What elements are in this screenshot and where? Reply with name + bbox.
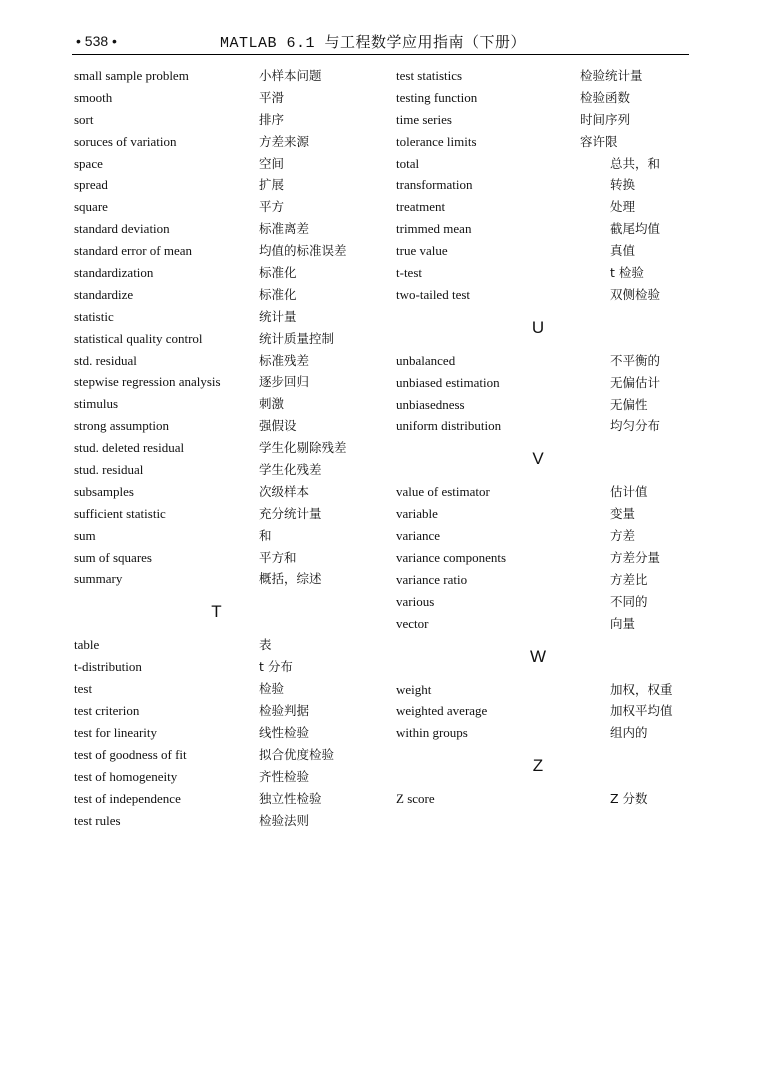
entry-chinese-term: 平滑	[259, 89, 285, 105]
entry-english-term: value of estimator	[396, 484, 490, 500]
glossary-entry	[74, 153, 374, 175]
entry-chinese-term: 齐性检验	[259, 768, 310, 784]
glossary-entry	[396, 65, 696, 87]
entry-chinese-term: 总共，和	[610, 155, 661, 171]
entry-english-term: std. residual	[74, 352, 137, 368]
glossary-entry	[74, 240, 374, 262]
glossary-entry	[396, 284, 696, 306]
entry-chinese-term: 加权平均值	[610, 703, 673, 719]
entry-english-term: transformation	[396, 177, 473, 193]
entry-english-term: sufficient statistic	[74, 505, 166, 521]
entry-english-term: standard error of mean	[74, 243, 193, 259]
entry-chinese-term: 扩展	[259, 177, 285, 193]
entry-english-term: various	[396, 593, 435, 609]
entry-chinese-term: Z 分数	[610, 791, 648, 807]
entry-english-term: total	[396, 155, 420, 171]
glossary-entry	[74, 328, 374, 350]
entry-chinese-term: 平方	[259, 199, 285, 215]
t-entry-list-continued-2	[396, 153, 696, 306]
u-entry-list	[396, 350, 696, 438]
glossary-entry	[74, 525, 374, 547]
entry-english-term: statistical quality control	[74, 330, 203, 346]
entry-chinese-term: 次级样本	[259, 483, 310, 499]
glossary-entry	[74, 678, 374, 700]
glossary-entry	[396, 240, 696, 262]
entry-chinese-term: 检验判据	[259, 703, 310, 719]
glossary-entry	[74, 700, 374, 722]
glossary-entry	[74, 547, 374, 569]
z-entry-list	[396, 788, 696, 810]
glossary-right-column	[396, 65, 696, 810]
entry-chinese-term: t 检验	[610, 265, 644, 281]
glossary-entry	[74, 174, 374, 196]
entry-english-term: vector	[396, 615, 429, 631]
entry-english-term: soruces of variation	[74, 133, 177, 149]
glossary-entry	[74, 262, 374, 284]
entry-english-term: testing function	[396, 89, 478, 105]
entry-chinese-term: 统计质量控制	[259, 330, 335, 346]
entry-chinese-term: 均值的标准误差	[259, 243, 347, 259]
entry-chinese-term: 方差比	[610, 571, 648, 587]
glossary-entry	[74, 284, 374, 306]
entry-english-term: statistic	[74, 308, 114, 324]
glossary-entry	[396, 613, 696, 635]
entry-english-term: stepwise regression analysis	[74, 374, 221, 390]
entry-english-term: test of homogeneity	[74, 768, 178, 784]
entry-english-term: t-test	[396, 265, 422, 281]
glossary-entry	[396, 503, 696, 525]
entry-chinese-term: 空间	[259, 155, 285, 171]
entry-chinese-term: 变量	[610, 506, 636, 522]
glossary-entry	[74, 810, 374, 832]
glossary-entry	[396, 350, 696, 372]
entry-english-term: sort	[74, 111, 94, 127]
entry-english-term: treatment	[396, 199, 446, 215]
entry-english-term: variance	[396, 528, 441, 544]
t-entry-list	[74, 634, 374, 831]
glossary-entry	[74, 131, 374, 153]
entry-chinese-term: 标准离差	[259, 221, 310, 237]
entry-english-term: true value	[396, 243, 448, 259]
entry-english-term: square	[74, 199, 108, 215]
entry-english-term: smooth	[74, 89, 113, 105]
entry-chinese-term: 方差分量	[610, 550, 661, 566]
glossary-entry	[396, 87, 696, 109]
entry-chinese-term: 表	[259, 637, 272, 653]
glossary-entry	[74, 459, 374, 481]
entry-chinese-term: 排序	[259, 111, 285, 127]
glossary-entry	[396, 174, 696, 196]
entry-chinese-term: 统计量	[259, 308, 297, 324]
entry-chinese-term: 和	[259, 527, 272, 543]
section-heading-u: U	[531, 317, 545, 337]
entry-english-term: stud. deleted residual	[74, 440, 185, 456]
entry-english-term: unbalanced	[396, 352, 456, 368]
entry-chinese-term: 检验	[259, 681, 285, 697]
entry-chinese-term: 刺激	[259, 396, 285, 412]
entry-english-term: weighted average	[396, 703, 488, 719]
glossary-entry	[396, 372, 696, 394]
entry-chinese-term: 方差来源	[259, 133, 310, 149]
s-entry-list	[74, 65, 374, 590]
entry-chinese-term: 容许限	[580, 133, 618, 149]
entry-english-term: standard deviation	[74, 221, 170, 237]
section-heading-z: Z	[532, 756, 544, 776]
glossary-entry	[396, 525, 696, 547]
glossary-entry	[396, 722, 696, 744]
entry-english-term: test rules	[74, 812, 121, 828]
entry-english-term: unbiased estimation	[396, 374, 500, 390]
entry-english-term: stimulus	[74, 396, 119, 412]
glossary-left-column	[74, 65, 374, 831]
entry-english-term: test of goodness of fit	[74, 746, 187, 762]
entry-english-term: t-distribution	[74, 659, 142, 675]
w-entry-list	[396, 679, 696, 745]
entry-chinese-term: 加权，权重	[610, 681, 673, 697]
entry-chinese-term: 无偏估计	[610, 374, 661, 390]
page-header	[76, 30, 689, 54]
entry-chinese-term: 检验统计量	[580, 68, 643, 83]
entry-chinese-term: 标准残差	[259, 352, 310, 368]
entry-english-term: uniform distribution	[396, 418, 502, 434]
glossary-entry	[74, 371, 374, 393]
section-heading-w: W	[529, 646, 547, 666]
glossary-entry	[74, 415, 374, 437]
entry-chinese-term: 检验函数	[580, 89, 631, 105]
entry-english-term: variable	[396, 506, 438, 522]
entry-chinese-term: 不同的	[610, 593, 648, 609]
entry-english-term: unbiasedness	[396, 396, 465, 412]
entry-english-term: test for linearity	[74, 724, 158, 740]
glossary-entry	[396, 109, 696, 131]
entry-chinese-term: 标准化	[259, 286, 297, 302]
entry-chinese-term: 无偏性	[610, 396, 648, 412]
entry-english-term: stud. residual	[74, 462, 144, 478]
entry-chinese-term: 学生化剔除残差	[259, 440, 347, 456]
glossary-entry	[396, 591, 696, 613]
entry-english-term: time series	[396, 111, 452, 127]
entry-english-term: two-tailed test	[396, 286, 471, 302]
glossary-entry	[396, 679, 696, 701]
glossary-entry	[396, 569, 696, 591]
glossary-entry	[396, 218, 696, 240]
entry-chinese-term: 均匀分布	[610, 418, 661, 434]
entry-chinese-term: 充分统计量	[259, 505, 322, 521]
entry-english-term: test of independence	[74, 790, 181, 806]
glossary-entry	[396, 394, 696, 416]
glossary-entry	[396, 131, 696, 153]
glossary-entry	[74, 65, 374, 87]
glossary-entry	[74, 393, 374, 415]
entry-chinese-term: 不平衡的	[610, 352, 661, 368]
glossary-entry	[74, 788, 374, 810]
glossary-entry	[74, 656, 374, 678]
entry-english-term: subsamples	[74, 483, 134, 499]
entry-english-term: trimmed mean	[396, 221, 472, 237]
entry-english-term: space	[74, 155, 103, 171]
entry-chinese-term: 估计值	[610, 484, 648, 500]
entry-english-term: standardize	[74, 286, 134, 302]
entry-chinese-term: 截尾均值	[610, 221, 661, 237]
entry-chinese-term: 组内的	[610, 725, 648, 741]
entry-chinese-term: 检验法则	[259, 812, 310, 828]
glossary-entry	[74, 568, 374, 590]
entry-english-term: tolerance limits	[396, 133, 477, 149]
entry-chinese-term: 独立性检验	[259, 790, 322, 806]
entry-english-term: strong assumption	[74, 418, 169, 434]
section-heading-t: T	[211, 602, 222, 622]
glossary-entry	[74, 481, 374, 503]
entry-english-term: weight	[396, 681, 432, 697]
glossary-entry	[74, 722, 374, 744]
page-number: • 538 •	[76, 33, 117, 49]
t-entry-list-continued	[396, 65, 696, 153]
entry-chinese-term: 逐步回归	[259, 374, 310, 390]
entry-chinese-term: 时间序列	[580, 111, 631, 127]
section-heading-v: V	[532, 449, 544, 469]
glossary-entry	[74, 437, 374, 459]
entry-chinese-term: 线性检验	[259, 724, 310, 740]
glossary-entry	[74, 218, 374, 240]
entry-english-term: sum of squares	[74, 549, 152, 565]
entry-chinese-term: 拟合优度检验	[259, 746, 335, 762]
entry-chinese-term: 学生化残差	[259, 462, 322, 478]
entry-chinese-term: 平方和	[259, 549, 297, 565]
glossary-entry	[396, 262, 696, 284]
glossary-entry	[396, 196, 696, 218]
header-rule	[72, 54, 689, 55]
entry-chinese-term: 小样本问题	[259, 68, 322, 83]
entry-chinese-term: 向量	[610, 615, 636, 631]
entry-english-term: sum	[74, 527, 96, 543]
glossary-entry	[74, 87, 374, 109]
entry-chinese-term: 概括，综述	[259, 571, 322, 587]
glossary-entry	[74, 766, 374, 788]
entry-chinese-term: 转换	[610, 177, 636, 193]
glossary-entry	[74, 109, 374, 131]
v-entry-list	[396, 481, 696, 634]
entry-english-term: small sample problem	[74, 68, 189, 83]
book-title: MATLAB 6.1 与工程数学应用指南（下册）	[220, 35, 527, 52]
glossary-entry	[74, 306, 374, 328]
entry-english-term: variance ratio	[396, 571, 468, 587]
entry-english-term: table	[74, 637, 100, 653]
entry-english-term: variance components	[396, 550, 507, 566]
entry-chinese-term: 方差	[610, 528, 636, 544]
glossary-entry	[396, 415, 696, 437]
glossary-entry	[396, 700, 696, 722]
entry-chinese-term: 处理	[610, 199, 636, 215]
entry-chinese-term: t 分布	[259, 659, 293, 675]
glossary-entry	[396, 788, 696, 810]
entry-english-term: within groups	[396, 725, 468, 741]
glossary-entry	[74, 350, 374, 372]
entry-english-term: Z score	[396, 791, 435, 807]
entry-english-term: test criterion	[74, 703, 140, 719]
glossary-entry	[396, 547, 696, 569]
glossary-entry	[74, 634, 374, 656]
entry-english-term: standardization	[74, 265, 154, 281]
entry-english-term: spread	[74, 177, 108, 193]
glossary-entry	[74, 196, 374, 218]
entry-english-term: test	[74, 681, 93, 697]
entry-chinese-term: 强假设	[259, 418, 297, 434]
glossary-entry	[74, 744, 374, 766]
entry-english-term: test statistics	[396, 68, 463, 83]
glossary-entry	[396, 481, 696, 503]
entry-chinese-term: 双侧检验	[610, 286, 661, 302]
glossary-entry	[74, 503, 374, 525]
entry-english-term: summary	[74, 571, 123, 587]
entry-chinese-term: 标准化	[259, 265, 297, 281]
glossary-entry	[396, 153, 696, 175]
entry-chinese-term: 真值	[610, 243, 636, 259]
